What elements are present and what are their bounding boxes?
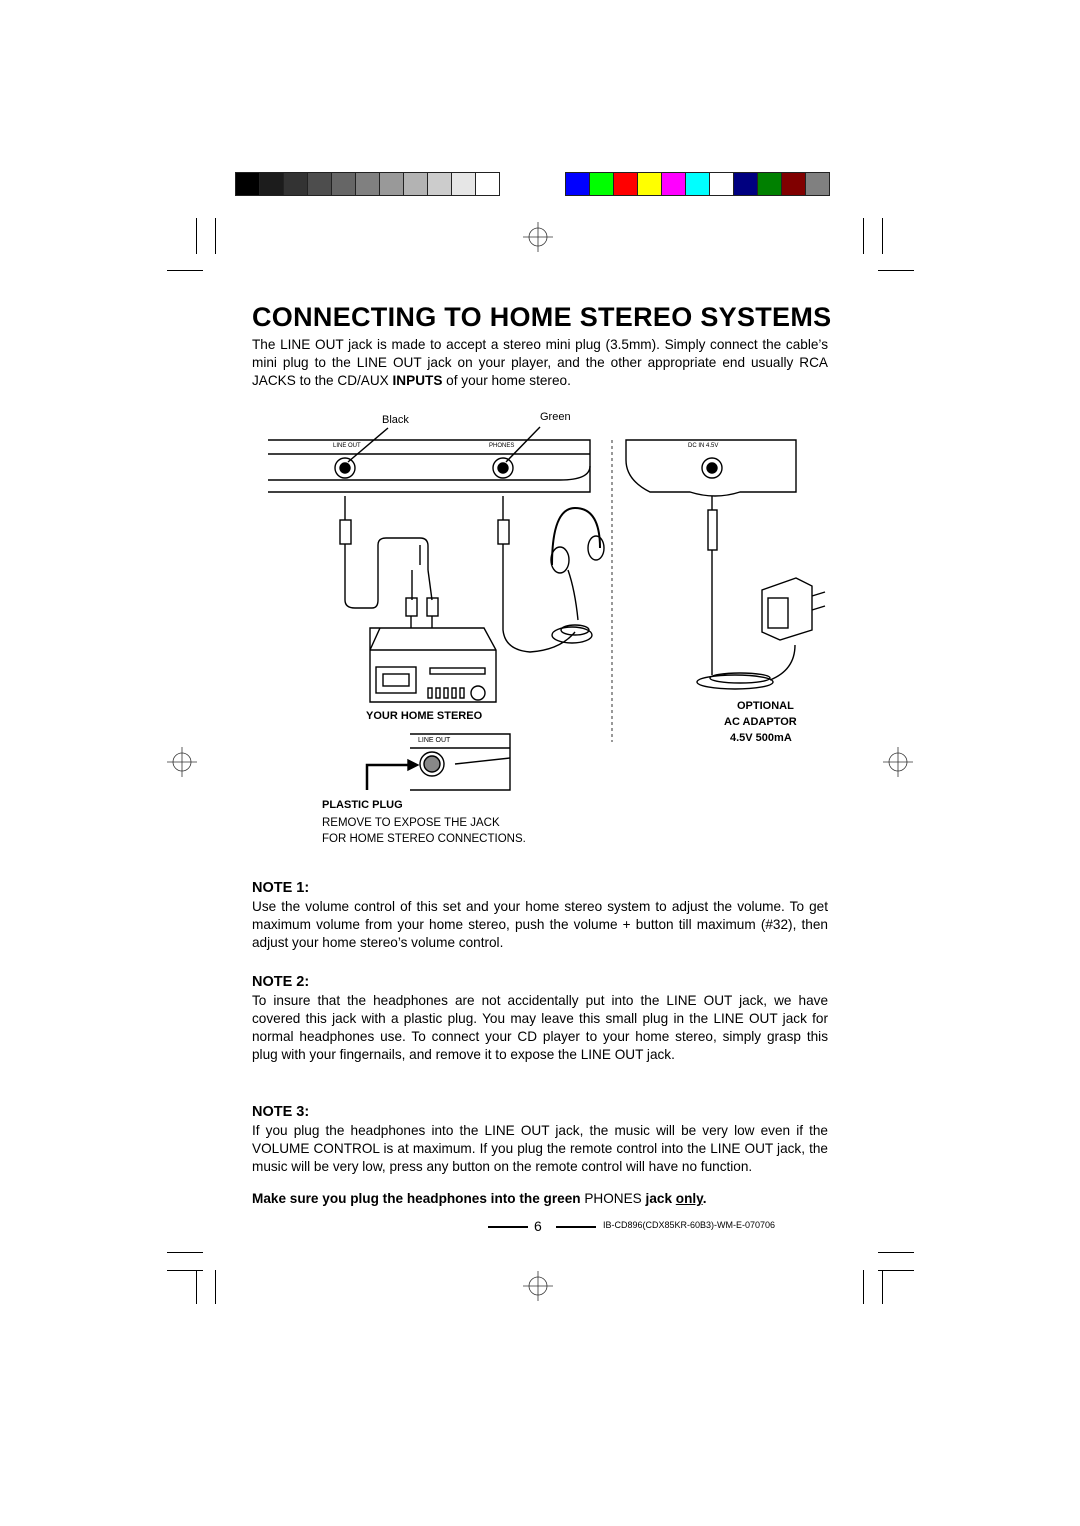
note3-heading: NOTE 3: bbox=[252, 1104, 310, 1120]
label-plastic-plug: PLASTIC PLUG bbox=[322, 799, 403, 811]
footer-rule-right bbox=[556, 1226, 596, 1228]
label-rating: 4.5V 500mA bbox=[730, 732, 792, 744]
note2-text: To insure that the headphones are not accidentally put into the LINE OUT jack, we have covered this jack with a plastic plug. You may leave this small plug in the LINE OUT jack for normal headphones use. To connect your CD player to your home stereo, simply grasp this plug with your fingernails, and remove it to expose the LINE OUT jack. bbox=[252, 993, 828, 1062]
plastic-plug-line1: REMOVE TO EXPOSE THE JACK bbox=[322, 817, 500, 829]
label-black: Black bbox=[382, 414, 409, 426]
label-ac-adaptor: AC ADAPTOR bbox=[724, 716, 797, 728]
home-stereo-unit bbox=[370, 628, 496, 702]
label-green: Green bbox=[540, 411, 571, 423]
label-line-out-detail: LINE OUT bbox=[418, 737, 451, 744]
intro-text: The LINE OUT jack is made to accept a stereo mini plug (3.5mm). Simply connect the cable’s mini plug to the LINE OUT jack on your player, and the other appropriate end usually RCA JACKS to the CD/AUX bbox=[252, 337, 828, 388]
note1-heading: NOTE 1: bbox=[252, 880, 310, 896]
label-optional: OPTIONAL bbox=[737, 700, 794, 712]
label-dc-in: DC IN 4.5V bbox=[688, 443, 719, 449]
warning-only: only bbox=[675, 1191, 703, 1206]
note2-heading: NOTE 2: bbox=[252, 974, 310, 990]
warning-phones: PHONES bbox=[584, 1191, 642, 1206]
intro-bold-inputs: INPUTS bbox=[392, 373, 443, 388]
ac-adaptor bbox=[762, 578, 812, 640]
note1-text: Use the volume control of this set and your home stereo system to adjust the volume. To get maximum volume from your home stereo, push the volume + button till maximum (#32), then adjust your home stereo’s volume control. bbox=[252, 899, 828, 950]
label-line-out-panel: LINE OUT bbox=[333, 443, 361, 449]
plastic-plug-line2: FOR HOME STEREO CONNECTIONS. bbox=[322, 833, 526, 845]
note3-text: If you plug the headphones into the LINE OUT jack, the music will be very low even if the VOLUME CONTROL is at maximum. If you plug the remote control into the LINE OUT jack, the music will be very low, press any button on the remote control will have no function. bbox=[252, 1123, 828, 1174]
player-panel-left bbox=[268, 440, 590, 492]
note3-warning: Make sure you plug the headphones into the green PHONES jack only. bbox=[252, 1191, 707, 1206]
label-your-home-stereo: YOUR HOME STEREO bbox=[366, 710, 483, 722]
label-phones-panel: PHONES bbox=[489, 443, 515, 449]
intro-text-end: of your home stereo. bbox=[442, 373, 571, 388]
page-number: 6 bbox=[534, 1218, 542, 1234]
footer-rule-left bbox=[488, 1226, 528, 1228]
page-title: CONNECTING TO HOME STEREO SYSTEMS bbox=[252, 302, 832, 332]
footer-code: IB-CD896(CDX85KR-60B3)-WM-E-070706 bbox=[603, 1220, 776, 1230]
